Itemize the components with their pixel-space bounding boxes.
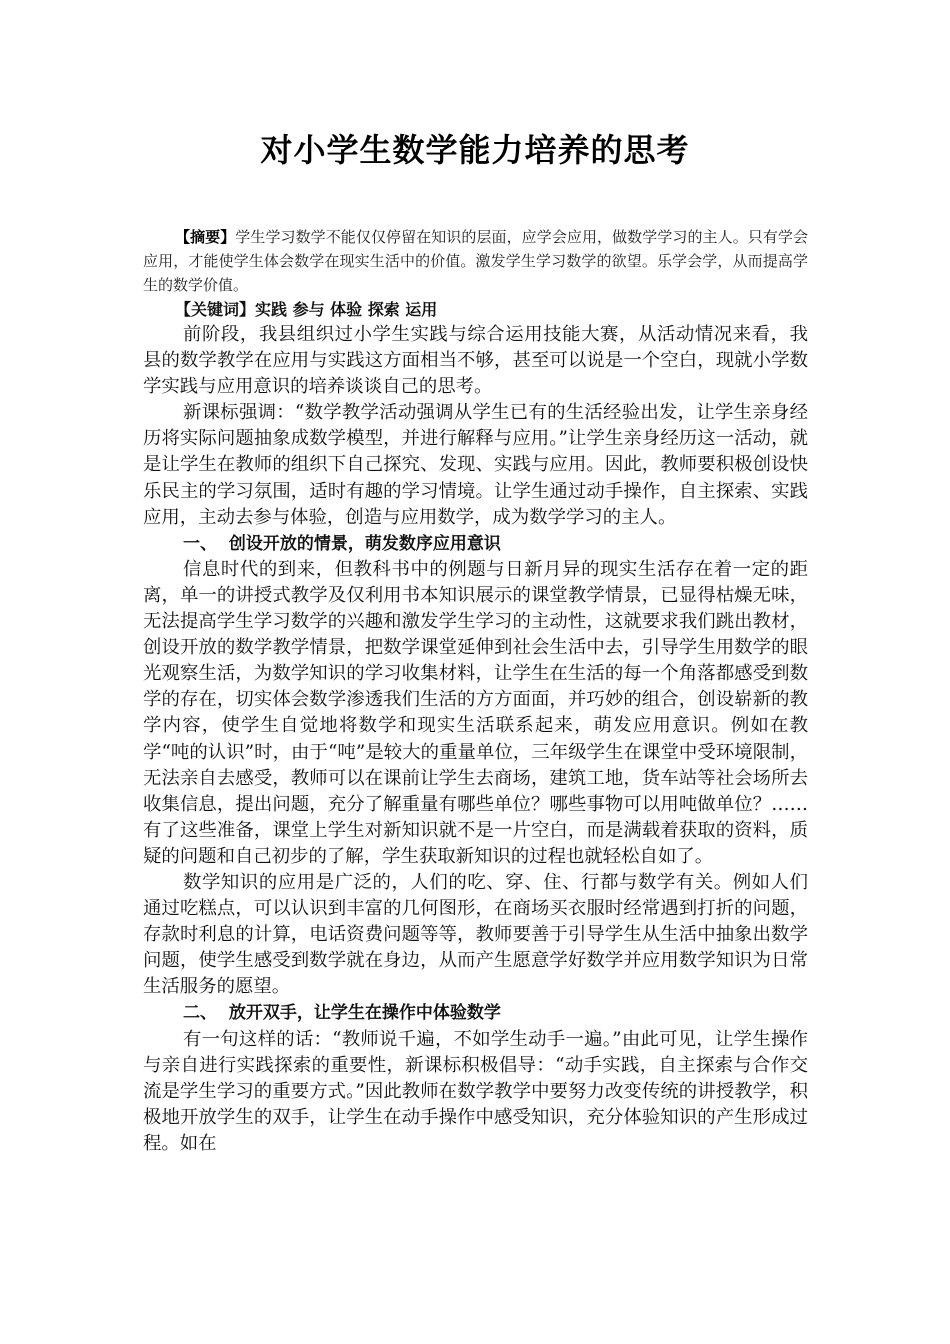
paragraph: 有一句这样的话：“教师说千遍，不如学生动手一遍。”由此可见，让学生操作与亲自进行实践探索的重要性，新课标积极倡导：“动手实践，自主探索与合作交流是学生学习的重要方式。”因此教师在数学教学中要努力改变传统的讲授教学，积极地开放学生的双手，让学生在动手操作中感受知识，充分体验知识的产生形成过程。如在 bbox=[143, 1028, 808, 1154]
paragraph: 信息时代的到来，但教科书中的例题与日新月异的现实生活存在着一定的距离，单一的讲授式教学及仅利用书本知识展示的课堂教学情景，已显得枯燥无味，无法提高学生学习数学的兴趣和激发学生学习的主动性，这就要求我们跳出教材，创设开放的数学教学情景，把数学课堂延伸到社会生活中去，引导学生用数学的眼光观察生活，为数学知识的学习收集材料，让学生在生活的每一个角落都感受到数学的存在，切实体会数学渗透我们生活的方方面面，并巧妙的组合，创设崭新的教学内容，使学生自觉地将数学和现实生活联系起来，萌发应用意识。例如在教学“吨的认识”时，由于“吨”是较大的重量单位，三年级学生在课堂中受环境限制，无法亲自去感受，教师可以在课前让学生去商场，建筑工地，货车站等社会场所去收集信息，提出问题，充分了解重量有哪些单位？哪些事物可以用吨做单位？……有了这些准备，课堂上学生对新知识就不是一片空白，而是满载着获取的资料，质疑的问题和自己初步的了解，学生获取新知识的过程也就轻松自如了。 bbox=[143, 558, 808, 867]
section-heading-2: 二、 放开双手，让学生在操作中体验数学 bbox=[183, 1003, 501, 1024]
paragraph: 前阶段，我县组织过小学生实践与综合运用技能大赛，从活动情况来看，我县的数学教学在应用与实践这方面相当不够，甚至可以说是一个空白，现就小学数学实践与应用意识的培养谈谈自己的思考。 bbox=[143, 324, 808, 398]
abstract bbox=[143, 225, 808, 297]
paragraph: 数学知识的应用是广泛的，人们的吃、穿、住、行都与数学有关。例如人们通过吃糕点，可以认识到丰富的几何图形，在商场买衣服时经常遇到打折的问题，存款时利息的计算，电话资费问题等等，教师要善于引导学生从生活中抽象出数学问题，使学生感受到数学就在身边，从而产生愿意学好数学并应用数学知识为日常生活服务的愿望。 bbox=[143, 871, 808, 998]
abstract-label: 【摘要】 bbox=[175, 228, 236, 246]
abstract-text: 学生学习数学不能仅仅停留在知识的层面，应学会应用，做数学学习的主人。只有学会应用，才能使学生体会数学在现实生活中的价值。激发学生学习数学的欲望。乐学会学，从而提高学生的数学价值。 bbox=[143, 228, 808, 294]
paragraph: 新课标强调：“数学教学活动强调从学生已有的生活经验出发，让学生亲身经历将实际问题抽象成数学模型，并进行解释与应用。”让学生亲身经历这一活动，就是让学生在教师的组织下自己探究、发现、实践与应用。因此，教师要积极创设快乐民主的学习氛围，适时有趣的学习情境。让学生通过动手操作，自主探索、实践应用，主动去参与体验，创造与应用数学，成为数学学习的主人。 bbox=[143, 402, 808, 528]
section-heading-1: 一、 创设开放的情景，萌发数序应用意识 bbox=[183, 533, 501, 554]
body-text bbox=[143, 322, 808, 1157]
document-title: 对小学生数学能力培养的思考 bbox=[260, 131, 690, 169]
keywords: 【关键词】实践 参与 体验 探索 运用 bbox=[175, 300, 438, 319]
